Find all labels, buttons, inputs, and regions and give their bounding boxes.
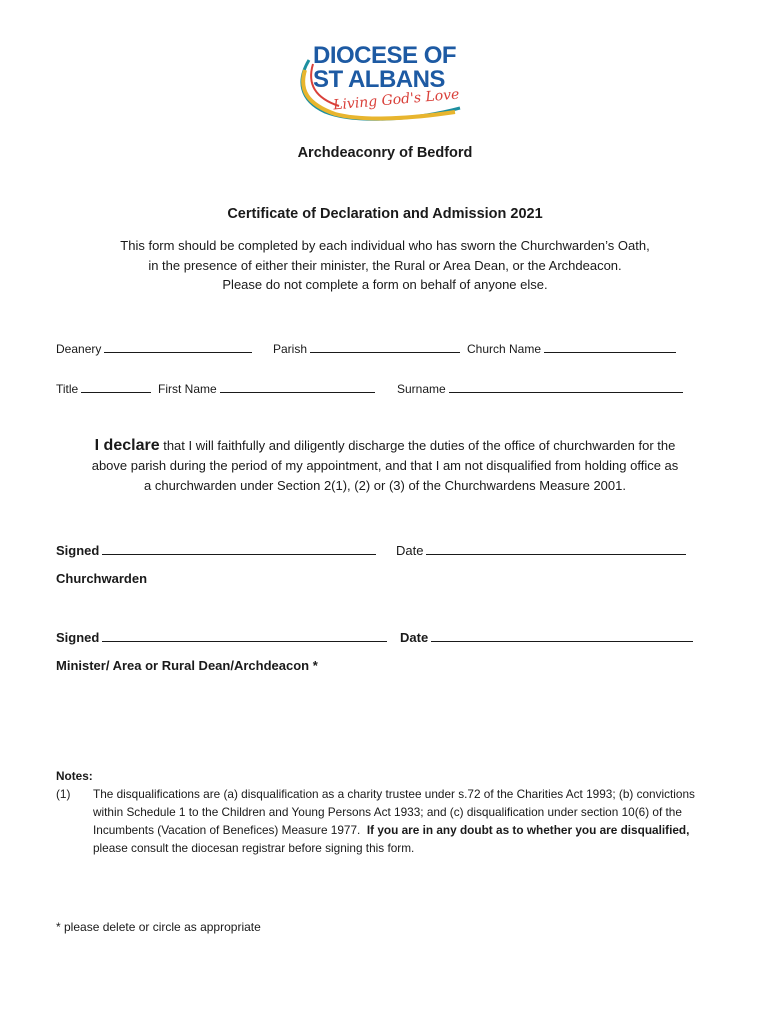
notes-text-a: The disqualifications are (a) disqualification as a charity trustee under s.72 of the Charities Act 1993; (b) convictions within Schedule 1 to the Children and Young Persons Act 1933; and (c) disqualification under section 10(6) of the Incumbents (Vacation of Benefices) Measure 1977. [93,787,695,837]
parish-field[interactable] [273,340,460,356]
churchwarden-signed-field[interactable] [56,542,376,558]
first-name-input-line[interactable] [220,380,375,393]
surname-input-line[interactable] [449,380,683,393]
intro-line: Please do not complete a form on behalf of anyone else. [222,277,548,292]
minister-signed-field[interactable] [56,629,387,645]
footer-note: * please delete or circle as appropriate [56,920,261,934]
notes-item [56,785,716,857]
minister-date-line[interactable] [431,629,693,642]
first-name-field[interactable] [158,380,375,396]
minister-label: Minister/ Area or Rural Dean/Archdeacon * [56,658,318,673]
surname-label: Surname [397,382,446,396]
archdeaconry-heading: Archdeaconry of Bedford [297,145,473,161]
declaration-line2: above parish during the period of my appointment, and that I am not disqualified from holding office as [91,458,679,473]
churchwarden-date-line[interactable] [426,542,686,555]
title-label: Title [56,382,79,396]
notes-text-bold: If you are in any doubt as to whether you are disqualified, [366,823,690,837]
deanery-label: Deanery [56,342,102,356]
churchwarden-signature-line[interactable] [102,542,376,555]
deanery-field[interactable] [56,340,252,356]
church-name-label: Church Name [467,342,542,356]
signed-label: Signed [56,543,100,558]
date-label: Date [400,630,429,645]
notes-heading: Notes: [56,769,93,783]
deanery-input-line[interactable] [104,340,252,353]
church-name-input-line[interactable] [544,340,676,353]
diocese-logo [295,40,470,125]
minister-signature-line[interactable] [102,629,387,642]
notes-text-b: please consult the diocesan registrar before signing this form. [93,841,415,855]
first-name-label: First Name [158,382,217,396]
title-field[interactable] [56,380,151,396]
intro-line: This form should be completed by each individual who has sworn the Churchwarden’s Oath, [120,238,650,253]
notes-number: (1) [56,787,71,801]
declaration-line3: a churchwarden under Section 2(1), (2) or (3) of the Churchwardens Measure 2001. [144,478,626,493]
signed-label: Signed [56,630,100,645]
title-input-line[interactable] [81,380,151,393]
parish-label: Parish [273,342,308,356]
church-name-field[interactable] [467,340,676,356]
churchwarden-date-field[interactable] [396,542,686,558]
intro-text [0,236,770,295]
notes-section [56,767,716,857]
churchwarden-label: Churchwarden [56,571,148,586]
form-title: Certificate of Declaration and Admission 2021 [227,206,543,222]
declaration-text [0,436,770,496]
parish-input-line[interactable] [310,340,460,353]
date-label: Date [396,543,424,558]
surname-field[interactable] [397,380,683,396]
declaration-line1: that I will faithfully and diligently discharge the duties of the office of churchwarden for the [163,438,676,453]
logo-line1: DIOCESE OF [313,42,457,69]
logo-tagline: Living God's Love [332,86,461,114]
declaration-lead: I declare [94,437,160,454]
minister-date-field[interactable] [400,629,693,645]
logo-line2: ST ALBANS [313,66,445,93]
declaration-line1-wrap [0,436,770,456]
intro-line: in the presence of either their minister, the Rural or Area Dean, or the Archdeacon. [148,257,622,273]
